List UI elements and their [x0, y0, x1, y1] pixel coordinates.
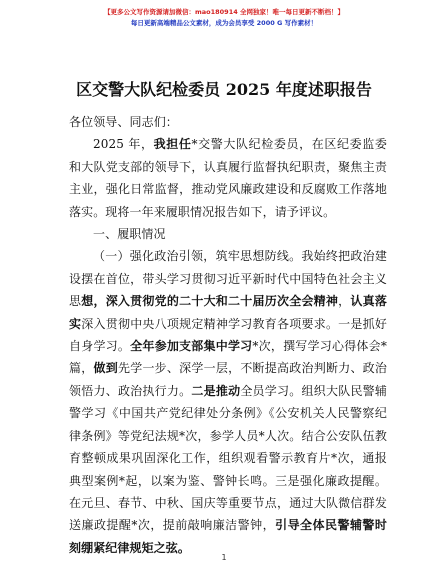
salutation: 各位领导、同志们：: [69, 115, 178, 129]
para1-text-3: 深入贯彻中央八项规定精神学习教育各项要求。一是抓好自身学习。: [69, 316, 387, 354]
banner-line-2: 每日更新高端精品公文素材，成为会员享受 2000 G 写作素材！: [130, 19, 318, 27]
para1-bold-2: 党的二十大和二十届历次全会精神: [154, 294, 339, 309]
document-body: [69, 111, 387, 559]
para1-bold-4: 全年参加支部集中学习: [130, 339, 253, 354]
para1-text-7: 。组织大队民警辅警学习《中国共产党纪律处分条例》《公安机关人民警察纪律条例》等党纪法规*次，参学人员*人次。结合公安队伍教育整顿成果巩固深化工作，组织观看警示教育片*次，通报典型案例*起，以案为鉴、警钟长鸣。三是强化廉政提醒。在元旦、春节、中秋、国庆等重要节点，通过大队微信群发送廉政提醒*次，提前敲响廉洁警钟，: [69, 383, 388, 533]
banner-line-1: 【更多公文写作资源请加微信：mao180914 全网独家！唯一每日更新不断档！】: [103, 8, 345, 16]
section-heading-1: 一、履职情况: [93, 227, 166, 242]
para1-bold-3: 认真落实: [69, 294, 387, 331]
para1-text-1: （一）强化政治引领，筑牢思想防线。我始终把政治建设摆在首位，带头学习贯彻习近平新时代中国特色社会主义思: [69, 249, 387, 309]
para1-bold-7: 引导全体民警辅警时刻绷紧纪律规矩之弦。: [69, 518, 387, 555]
intro-bold: 我担任: [153, 137, 192, 152]
para1-text-2: ，: [338, 294, 351, 309]
intro-text: *交警大队纪检委员，在区纪委监委和大队党支部的领导下，认真履行监督执纪职责，聚焦主责主业，强化日常监督，推动党风廉政建设和反腐败工作落地落实。现将一年来履职情况报告如下，请予评议。: [69, 137, 387, 219]
para1-bold-5: 做到: [93, 361, 118, 376]
page-number: 1: [221, 553, 227, 562]
intro-year: 2025 年，: [93, 137, 154, 152]
para1-bold-6: 二是推动: [191, 383, 241, 398]
promo-banner: [0, 7, 448, 29]
intro-paragraph: [69, 133, 387, 223]
para1-text-5: 先学一步、深学一层，不断提高政治判断力、政治领悟力、政治执行力。: [69, 361, 388, 398]
para1-text-6: 全员学习: [240, 383, 290, 398]
para1-text-4: *次，撰写学习心得体会*篇，: [69, 339, 387, 376]
paragraph-1: [69, 245, 387, 559]
para1-bold-1: 想，深入贯彻: [81, 294, 155, 309]
document-title: 区交警大队纪检委员 2025 年度述职报告: [76, 80, 372, 99]
